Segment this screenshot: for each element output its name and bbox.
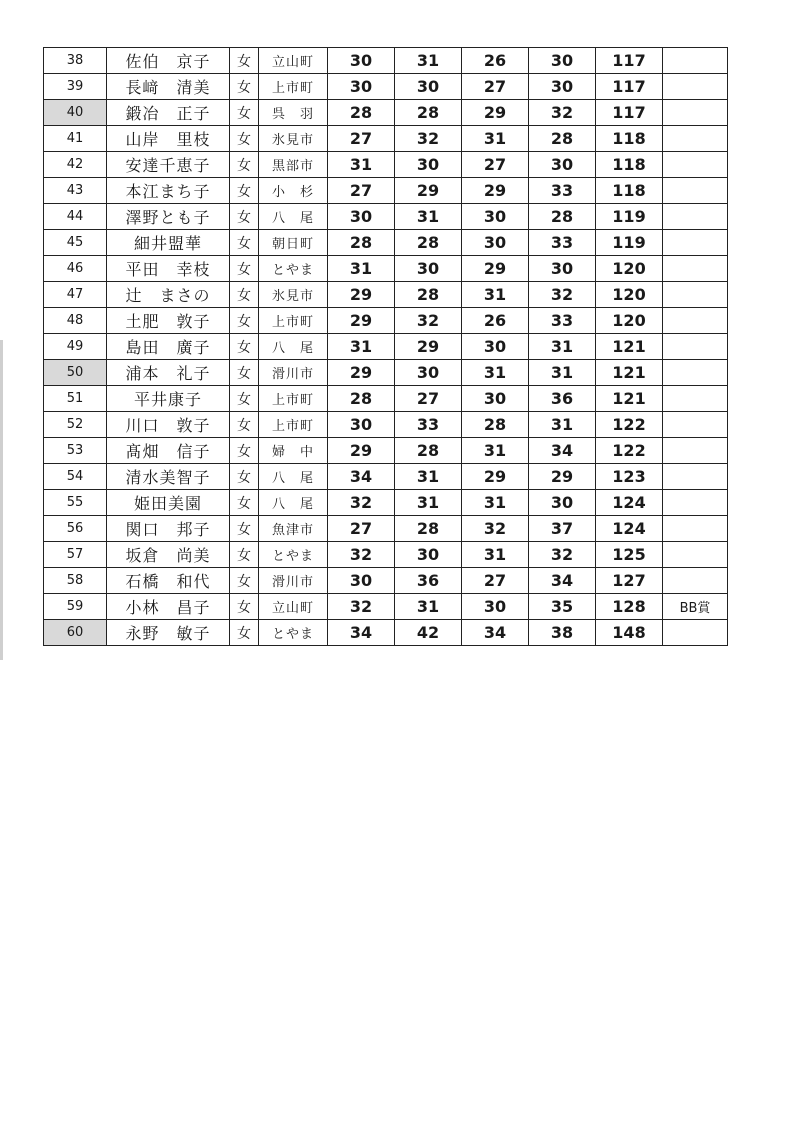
score-3-cell: 31 xyxy=(462,490,529,516)
score-2-cell: 30 xyxy=(395,542,462,568)
gender-cell: 女 xyxy=(230,48,259,74)
player-name-cell: 細井盟華 xyxy=(107,230,230,256)
table-row xyxy=(44,516,728,542)
table-row xyxy=(44,490,728,516)
total-score-cell: 120 xyxy=(596,256,663,282)
gender-cell: 女 xyxy=(230,542,259,568)
table-row xyxy=(44,308,728,334)
gender-cell: 女 xyxy=(230,256,259,282)
score-4-cell: 30 xyxy=(529,48,596,74)
rank-number-cell: 45 xyxy=(44,230,107,256)
club-cell: 立山町 xyxy=(259,594,328,620)
score-4-cell: 37 xyxy=(529,516,596,542)
total-score-cell: 118 xyxy=(596,126,663,152)
award-note-cell xyxy=(663,204,728,230)
award-note-cell xyxy=(663,542,728,568)
table-row xyxy=(44,568,728,594)
club-cell: とやま xyxy=(259,256,328,282)
score-2-cell: 31 xyxy=(395,204,462,230)
score-4-cell: 30 xyxy=(529,256,596,282)
table-row xyxy=(44,100,728,126)
player-name-cell: 長﨑 清美 xyxy=(107,74,230,100)
table-row xyxy=(44,74,728,100)
total-score-cell: 125 xyxy=(596,542,663,568)
score-2-cell: 27 xyxy=(395,386,462,412)
score-3-cell: 30 xyxy=(462,334,529,360)
total-score-cell: 124 xyxy=(596,516,663,542)
award-note-cell xyxy=(663,178,728,204)
gender-cell: 女 xyxy=(230,74,259,100)
club-cell: 呉 羽 xyxy=(259,100,328,126)
gender-cell: 女 xyxy=(230,100,259,126)
score-2-cell: 28 xyxy=(395,438,462,464)
score-2-cell: 28 xyxy=(395,100,462,126)
player-name-cell: 平田 幸枝 xyxy=(107,256,230,282)
score-1-cell: 30 xyxy=(328,204,395,230)
gender-cell: 女 xyxy=(230,126,259,152)
score-2-cell: 29 xyxy=(395,334,462,360)
award-note-cell: BB賞 xyxy=(663,594,728,620)
award-note-cell xyxy=(663,74,728,100)
total-score-cell: 121 xyxy=(596,334,663,360)
score-1-cell: 27 xyxy=(328,126,395,152)
club-cell: 八 尾 xyxy=(259,334,328,360)
score-2-cell: 32 xyxy=(395,126,462,152)
club-cell: 上市町 xyxy=(259,74,328,100)
score-4-cell: 30 xyxy=(529,490,596,516)
total-score-cell: 117 xyxy=(596,74,663,100)
score-3-cell: 30 xyxy=(462,594,529,620)
score-2-cell: 31 xyxy=(395,48,462,74)
rank-number-cell: 41 xyxy=(44,126,107,152)
player-name-cell: 辻 まさの xyxy=(107,282,230,308)
score-4-cell: 32 xyxy=(529,100,596,126)
score-4-cell: 36 xyxy=(529,386,596,412)
total-score-cell: 127 xyxy=(596,568,663,594)
player-name-cell: 本江まち子 xyxy=(107,178,230,204)
table-row xyxy=(44,594,728,620)
score-3-cell: 31 xyxy=(462,282,529,308)
score-4-cell: 28 xyxy=(529,126,596,152)
table-row xyxy=(44,412,728,438)
gender-cell: 女 xyxy=(230,308,259,334)
player-name-cell: 澤野とも子 xyxy=(107,204,230,230)
score-2-cell: 33 xyxy=(395,412,462,438)
gender-cell: 女 xyxy=(230,204,259,230)
score-4-cell: 34 xyxy=(529,568,596,594)
player-name-cell: 山岸 里枝 xyxy=(107,126,230,152)
score-1-cell: 30 xyxy=(328,48,395,74)
rank-number-cell: 52 xyxy=(44,412,107,438)
score-4-cell: 31 xyxy=(529,412,596,438)
score-4-cell: 33 xyxy=(529,178,596,204)
award-note-cell xyxy=(663,386,728,412)
club-cell: 八 尾 xyxy=(259,464,328,490)
score-3-cell: 31 xyxy=(462,360,529,386)
total-score-cell: 121 xyxy=(596,386,663,412)
gender-cell: 女 xyxy=(230,334,259,360)
gender-cell: 女 xyxy=(230,386,259,412)
rank-number-cell: 49 xyxy=(44,334,107,360)
total-score-cell: 124 xyxy=(596,490,663,516)
score-3-cell: 27 xyxy=(462,74,529,100)
score-1-cell: 28 xyxy=(328,100,395,126)
player-name-cell: 坂倉 尚美 xyxy=(107,542,230,568)
rank-number-cell: 43 xyxy=(44,178,107,204)
total-score-cell: 117 xyxy=(596,48,663,74)
club-cell: 婦 中 xyxy=(259,438,328,464)
score-4-cell: 28 xyxy=(529,204,596,230)
gender-cell: 女 xyxy=(230,152,259,178)
score-4-cell: 31 xyxy=(529,360,596,386)
score-2-cell: 31 xyxy=(395,464,462,490)
club-cell: とやま xyxy=(259,542,328,568)
gender-cell: 女 xyxy=(230,178,259,204)
rank-number-cell: 51 xyxy=(44,386,107,412)
player-name-cell: 永野 敏子 xyxy=(107,620,230,646)
score-2-cell: 32 xyxy=(395,308,462,334)
score-2-cell: 31 xyxy=(395,594,462,620)
award-note-cell xyxy=(663,48,728,74)
rank-number-cell: 55 xyxy=(44,490,107,516)
rank-number-cell: 54 xyxy=(44,464,107,490)
player-name-cell: 小林 昌子 xyxy=(107,594,230,620)
rank-number-cell: 59 xyxy=(44,594,107,620)
total-score-cell: 122 xyxy=(596,412,663,438)
score-1-cell: 31 xyxy=(328,334,395,360)
award-note-cell xyxy=(663,490,728,516)
score-2-cell: 30 xyxy=(395,152,462,178)
rank-number-cell: 58 xyxy=(44,568,107,594)
score-3-cell: 31 xyxy=(462,542,529,568)
score-4-cell: 33 xyxy=(529,230,596,256)
table-row xyxy=(44,334,728,360)
gender-cell: 女 xyxy=(230,464,259,490)
rank-number-cell: 46 xyxy=(44,256,107,282)
score-4-cell: 30 xyxy=(529,74,596,100)
score-1-cell: 27 xyxy=(328,178,395,204)
score-3-cell: 34 xyxy=(462,620,529,646)
score-2-cell: 36 xyxy=(395,568,462,594)
score-3-cell: 30 xyxy=(462,204,529,230)
gender-cell: 女 xyxy=(230,230,259,256)
score-4-cell: 33 xyxy=(529,308,596,334)
table-row xyxy=(44,438,728,464)
rank-number-cell: 56 xyxy=(44,516,107,542)
club-cell: 上市町 xyxy=(259,412,328,438)
rank-number-cell: 39 xyxy=(44,74,107,100)
score-1-cell: 30 xyxy=(328,412,395,438)
player-name-cell: 島田 廣子 xyxy=(107,334,230,360)
player-name-cell: 髙畑 信子 xyxy=(107,438,230,464)
table-row xyxy=(44,126,728,152)
player-name-cell: 石橋 和代 xyxy=(107,568,230,594)
club-cell: 滑川市 xyxy=(259,568,328,594)
score-1-cell: 29 xyxy=(328,282,395,308)
player-name-cell: 土肥 敦子 xyxy=(107,308,230,334)
score-1-cell: 32 xyxy=(328,594,395,620)
score-1-cell: 32 xyxy=(328,542,395,568)
score-4-cell: 30 xyxy=(529,152,596,178)
rank-number-cell: 60 xyxy=(44,620,107,646)
table-row xyxy=(44,464,728,490)
score-1-cell: 32 xyxy=(328,490,395,516)
award-note-cell xyxy=(663,464,728,490)
gender-cell: 女 xyxy=(230,282,259,308)
total-score-cell: 121 xyxy=(596,360,663,386)
score-2-cell: 29 xyxy=(395,178,462,204)
score-4-cell: 29 xyxy=(529,464,596,490)
score-3-cell: 30 xyxy=(462,230,529,256)
score-2-cell: 28 xyxy=(395,230,462,256)
award-note-cell xyxy=(663,334,728,360)
rank-number-cell: 50 xyxy=(44,360,107,386)
total-score-cell: 118 xyxy=(596,178,663,204)
club-cell: 立山町 xyxy=(259,48,328,74)
score-1-cell: 28 xyxy=(328,230,395,256)
club-cell: 小 杉 xyxy=(259,178,328,204)
award-note-cell xyxy=(663,230,728,256)
gender-cell: 女 xyxy=(230,594,259,620)
club-cell: 魚津市 xyxy=(259,516,328,542)
total-score-cell: 117 xyxy=(596,100,663,126)
table-row xyxy=(44,542,728,568)
table-row xyxy=(44,282,728,308)
club-cell: 氷見市 xyxy=(259,126,328,152)
total-score-cell: 123 xyxy=(596,464,663,490)
score-1-cell: 28 xyxy=(328,386,395,412)
table-row xyxy=(44,230,728,256)
score-1-cell: 27 xyxy=(328,516,395,542)
score-4-cell: 35 xyxy=(529,594,596,620)
award-note-cell xyxy=(663,412,728,438)
rank-number-cell: 42 xyxy=(44,152,107,178)
score-2-cell: 31 xyxy=(395,490,462,516)
score-3-cell: 32 xyxy=(462,516,529,542)
score-2-cell: 28 xyxy=(395,516,462,542)
score-1-cell: 29 xyxy=(328,308,395,334)
club-cell: とやま xyxy=(259,620,328,646)
total-score-cell: 119 xyxy=(596,204,663,230)
award-note-cell xyxy=(663,126,728,152)
gender-cell: 女 xyxy=(230,490,259,516)
score-3-cell: 29 xyxy=(462,464,529,490)
player-name-cell: 川口 敦子 xyxy=(107,412,230,438)
gender-cell: 女 xyxy=(230,412,259,438)
score-1-cell: 30 xyxy=(328,568,395,594)
player-name-cell: 清水美智子 xyxy=(107,464,230,490)
score-1-cell: 29 xyxy=(328,360,395,386)
rank-number-cell: 44 xyxy=(44,204,107,230)
award-note-cell xyxy=(663,360,728,386)
award-note-cell xyxy=(663,308,728,334)
score-3-cell: 29 xyxy=(462,178,529,204)
club-cell: 黒部市 xyxy=(259,152,328,178)
score-3-cell: 29 xyxy=(462,256,529,282)
award-note-cell xyxy=(663,620,728,646)
score-4-cell: 32 xyxy=(529,282,596,308)
gender-cell: 女 xyxy=(230,438,259,464)
table-row xyxy=(44,48,728,74)
score-4-cell: 38 xyxy=(529,620,596,646)
score-2-cell: 28 xyxy=(395,282,462,308)
total-score-cell: 148 xyxy=(596,620,663,646)
score-4-cell: 32 xyxy=(529,542,596,568)
score-3-cell: 31 xyxy=(462,438,529,464)
total-score-cell: 118 xyxy=(596,152,663,178)
table-row xyxy=(44,386,728,412)
gender-cell: 女 xyxy=(230,516,259,542)
table-row xyxy=(44,360,728,386)
score-3-cell: 26 xyxy=(462,48,529,74)
score-2-cell: 42 xyxy=(395,620,462,646)
player-name-cell: 安達千恵子 xyxy=(107,152,230,178)
total-score-cell: 119 xyxy=(596,230,663,256)
rank-number-cell: 40 xyxy=(44,100,107,126)
table-row xyxy=(44,620,728,646)
total-score-cell: 122 xyxy=(596,438,663,464)
score-4-cell: 31 xyxy=(529,334,596,360)
score-1-cell: 29 xyxy=(328,438,395,464)
player-name-cell: 浦本 礼子 xyxy=(107,360,230,386)
results-table xyxy=(43,47,728,646)
results-table-body xyxy=(44,48,728,646)
rank-number-cell: 47 xyxy=(44,282,107,308)
table-row xyxy=(44,256,728,282)
score-2-cell: 30 xyxy=(395,74,462,100)
award-note-cell xyxy=(663,256,728,282)
award-note-cell xyxy=(663,152,728,178)
player-name-cell: 姫田美園 xyxy=(107,490,230,516)
score-3-cell: 28 xyxy=(462,412,529,438)
table-row xyxy=(44,178,728,204)
rank-number-cell: 57 xyxy=(44,542,107,568)
player-name-cell: 平井康子 xyxy=(107,386,230,412)
total-score-cell: 120 xyxy=(596,308,663,334)
score-3-cell: 26 xyxy=(462,308,529,334)
score-3-cell: 29 xyxy=(462,100,529,126)
award-note-cell xyxy=(663,568,728,594)
player-name-cell: 佐伯 京子 xyxy=(107,48,230,74)
gender-cell: 女 xyxy=(230,360,259,386)
club-cell: 滑川市 xyxy=(259,360,328,386)
player-name-cell: 関口 邦子 xyxy=(107,516,230,542)
score-4-cell: 34 xyxy=(529,438,596,464)
club-cell: 八 尾 xyxy=(259,490,328,516)
score-3-cell: 27 xyxy=(462,568,529,594)
score-3-cell: 30 xyxy=(462,386,529,412)
scan-edge-mark xyxy=(0,340,3,660)
gender-cell: 女 xyxy=(230,620,259,646)
award-note-cell xyxy=(663,100,728,126)
score-1-cell: 31 xyxy=(328,152,395,178)
club-cell: 上市町 xyxy=(259,386,328,412)
total-score-cell: 120 xyxy=(596,282,663,308)
score-1-cell: 34 xyxy=(328,620,395,646)
rank-number-cell: 53 xyxy=(44,438,107,464)
award-note-cell xyxy=(663,282,728,308)
gender-cell: 女 xyxy=(230,568,259,594)
score-3-cell: 31 xyxy=(462,126,529,152)
table-row xyxy=(44,204,728,230)
total-score-cell: 128 xyxy=(596,594,663,620)
award-note-cell xyxy=(663,516,728,542)
player-name-cell: 鍛冶 正子 xyxy=(107,100,230,126)
score-2-cell: 30 xyxy=(395,360,462,386)
rank-number-cell: 48 xyxy=(44,308,107,334)
table-row xyxy=(44,152,728,178)
score-2-cell: 30 xyxy=(395,256,462,282)
rank-number-cell: 38 xyxy=(44,48,107,74)
score-3-cell: 27 xyxy=(462,152,529,178)
score-1-cell: 31 xyxy=(328,256,395,282)
club-cell: 上市町 xyxy=(259,308,328,334)
club-cell: 八 尾 xyxy=(259,204,328,230)
score-1-cell: 30 xyxy=(328,74,395,100)
club-cell: 朝日町 xyxy=(259,230,328,256)
score-1-cell: 34 xyxy=(328,464,395,490)
club-cell: 氷見市 xyxy=(259,282,328,308)
award-note-cell xyxy=(663,438,728,464)
